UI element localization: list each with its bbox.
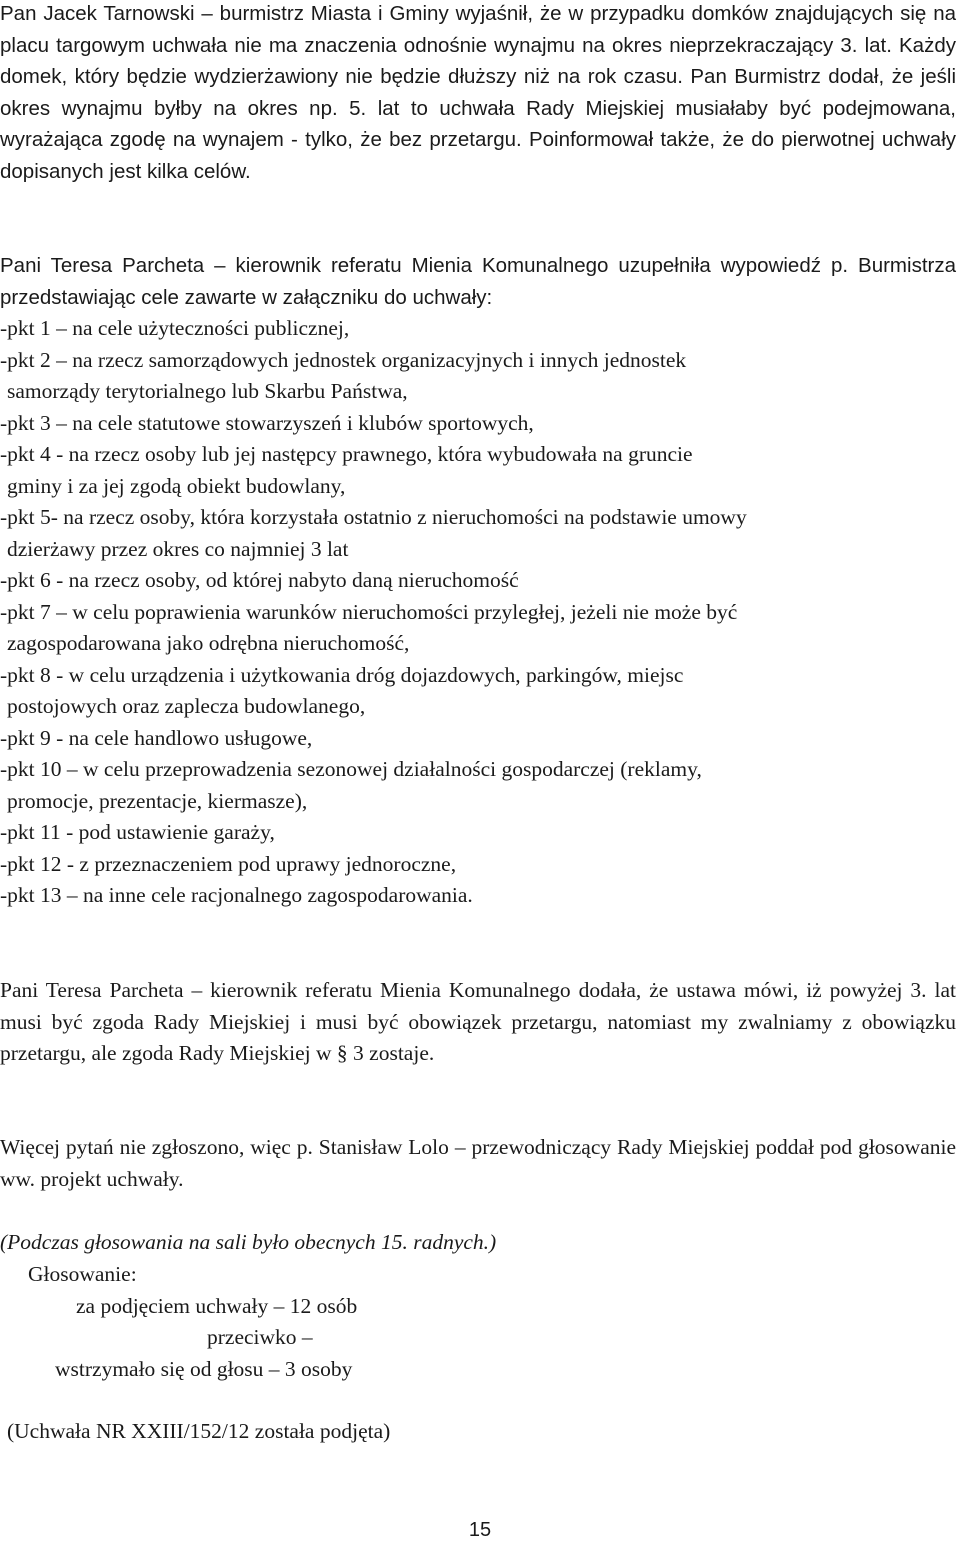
paragraph-no-more-questions: Więcej pytań nie zgłoszono, więc p. Stanisław Lolo – przewodniczący Rady Miejskiej poddał pod głosowanie ww. projekt uchwały.: [0, 1135, 956, 1191]
page-number: 15: [468, 1519, 492, 1541]
votes-against: przeciwko –: [207, 1325, 313, 1349]
votes-abstained: wstrzymało się od głosu – 3 osoby: [55, 1357, 353, 1381]
list-item-line: -pkt 9 - na cele handlowo usługowe,: [0, 725, 313, 750]
list-item-continuation: dzierżawy przez okres co najmniej 3 lat: [7, 536, 349, 561]
list-of-purposes: [0, 313, 956, 912]
list-item: [0, 565, 956, 597]
list-item-continuation: postojowych oraz zaplecza budowlanego,: [7, 694, 366, 718]
voting-heading: Głosowanie:: [28, 1262, 137, 1286]
list-item: [0, 660, 956, 723]
list-item: [0, 817, 956, 849]
list-item-line: -pkt 10 – w celu przeprowadzenia sezonowej działalności gospodarczej (reklamy,: [0, 757, 702, 781]
voting-note: (Podczas głosowania na sali było obecnych 15. radnych.): [0, 1230, 497, 1254]
list-item: [0, 502, 956, 565]
list-item-line: -pkt 3 – na cele statutowe stowarzyszeń i klubów sportowych,: [0, 410, 534, 435]
list-item: [0, 439, 956, 502]
list-item-line: -pkt 2 – na rzecz samorządowych jednostek organizacyjnych i innych jednostek: [0, 347, 687, 372]
list-item-line: -pkt 12 - z przeznaczeniem pod uprawy jednoroczne,: [0, 851, 457, 876]
paragraph-parcheta-addition: Pani Teresa Parcheta – kierownik referatu Mienia Komunalnego dodała, że ustawa mówi, iż powyżej 3. lat musi być zgoda Rady Miejskiej i musi być obowiązek przetargu, natomiast my zwalniamy z obowiązku przetargu, ale zgoda Rady Miejskiej w § 3 zostaje.: [0, 978, 956, 1065]
list-item-line: -pkt 13 – na inne cele racjonalnego zagospodarowania.: [0, 883, 473, 907]
list-item: [0, 880, 956, 912]
list-item: [0, 723, 956, 755]
list-item: [0, 313, 956, 345]
paragraph-parcheta-lead: Pani Teresa Parcheta – kierownik referatu Mienia Komunalnego uzupełniła wypowiedź p. Burmistrza przedstawiając cele zawarte w załączniku do uchwały:: [0, 254, 956, 309]
paragraph-burmistrz-explanation: Pan Jacek Tarnowski – burmistrz Miasta i Gminy wyjaśnił, że w przypadku domków znajdujących się na placu targowym uchwała nie ma znaczenia odnośnie wynajmu na okres nieprzekraczający 3. lat. Każdy domek, który będzie wydzierżawiony nie będzie dłuższy niż na rok czasu. Pan Burmistrz dodał, że jeśli okres wynajmu byłby na okres np. 5. lat to uchwała Rady Miejskiej musiałaby być podejmowana, wyrażająca zgodę na wynajem - tylko, że bez przetargu. Poinformował także, że do pierwotnej uchwały dopisanych jest kilka celów.: [0, 2, 956, 183]
list-item: [0, 849, 956, 881]
list-item: [0, 754, 956, 817]
list-item-line: -pkt 6 - na rzecz osoby, od której nabyto daną nieruchomość: [0, 568, 519, 592]
list-item-line: -pkt 5- na rzecz osoby, która korzystała ostatnio z nieruchomości na podstawie umowy: [0, 505, 747, 529]
resolution-status: (Uchwała NR XXIII/152/12 została podjęta): [7, 1419, 391, 1443]
list-item-line: -pkt 4 - na rzecz osoby lub jej następcy prawnego, która wybudowała na gruncie: [0, 442, 693, 466]
list-item: [0, 597, 956, 660]
list-item-continuation: gminy i za jej zgodą obiekt budowlany,: [7, 473, 346, 498]
list-item: [0, 408, 956, 440]
votes-for: za podjęciem uchwały – 12 osób: [76, 1294, 358, 1318]
list-item-line: -pkt 7 – w celu poprawienia warunków nieruchomości przyległej, jeżeli nie może być: [0, 599, 738, 624]
list-item-line: -pkt 11 - pod ustawienie garaży,: [0, 820, 275, 844]
list-item-line: -pkt 8 - w celu urządzenia i użytkowania dróg dojazdowych, parkingów, miejsc: [0, 662, 684, 687]
list-item-continuation: promocje, prezentacje, kiermasze),: [7, 788, 308, 813]
list-item: [0, 345, 956, 408]
list-item-continuation: zagospodarowana jako odrębna nieruchomość,: [7, 631, 410, 655]
list-item-line: -pkt 1 – na cele użyteczności publicznej,: [0, 316, 350, 340]
list-item-continuation: samorządy terytorialnego lub Skarbu Państwa,: [7, 379, 408, 403]
